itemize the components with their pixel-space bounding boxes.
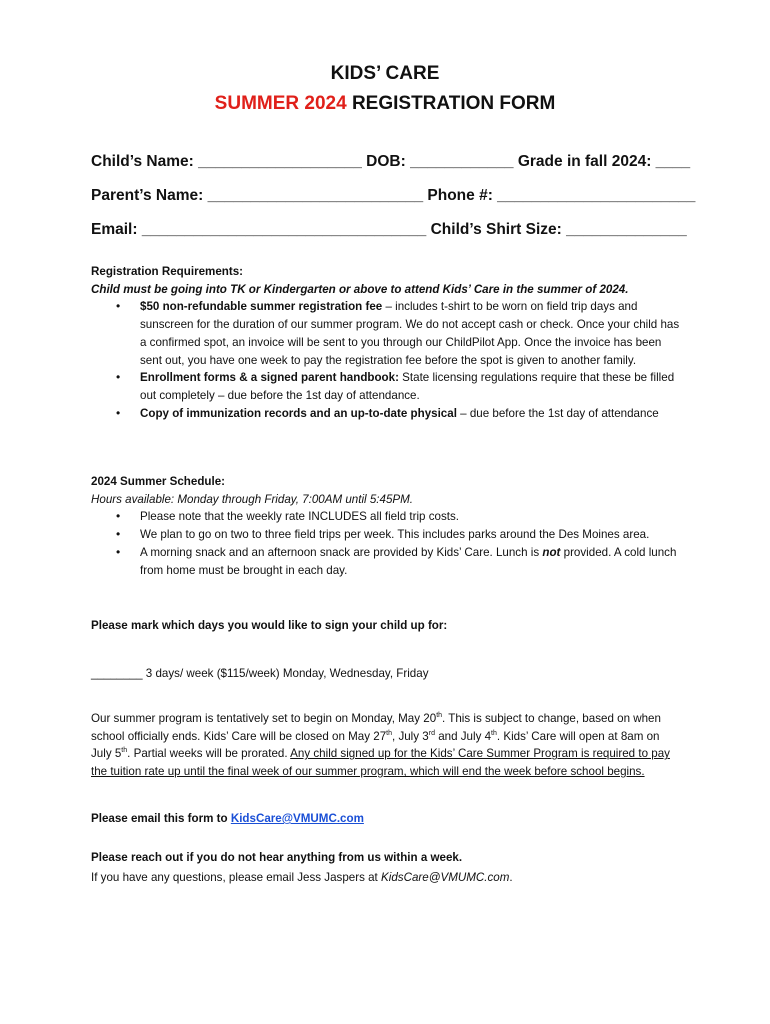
item-emphasis: not: [542, 545, 561, 559]
email-info-line[interactable]: Email: _________________________________ Child’s Shirt Size: ______________: [91, 221, 687, 238]
days-option[interactable]: ________ 3 days/ week ($115/week) Monday, Wednesday, Friday: [91, 667, 429, 680]
program-text: , July 3: [392, 729, 429, 743]
program-text: . Partial weeks will be prorated.: [127, 747, 291, 761]
kidscare-email-link[interactable]: KidsCare@VMUMC.com: [230, 812, 364, 825]
days-prompt: Please mark which days you would like to sign your child up for:: [91, 619, 448, 632]
questions-note: [91, 869, 681, 887]
ordinal-suffix: th: [436, 712, 443, 720]
ordinal-suffix: th: [386, 729, 392, 737]
schedule-heading: 2024 Summer Schedule:: [91, 475, 226, 488]
ordinal-suffix: th: [121, 747, 128, 755]
tuition-policy: Any child signed up for the Kids’ Care Summer Program is required to pay the tuition rate up until the final week of our summer program, which will end the week before school begins.: [91, 747, 670, 779]
email-instruction: [91, 810, 681, 828]
questions-text: .: [509, 871, 513, 884]
reach-out-note: Please reach out if you do not hear anything from us within a week.: [91, 851, 463, 864]
requirements-note: Child must be going into TK or Kindergarten or above to attend Kids’ Care in the summer of 2024.: [91, 282, 629, 296]
form-title: KIDS’ CARE: [330, 63, 440, 84]
ordinal-suffix: rd: [428, 729, 435, 737]
child-info-line[interactable]: Child’s Name: ___________________ DOB: ____________ Grade in fall 2024: ____: [91, 153, 691, 170]
requirements-heading: Registration Requirements:: [91, 265, 244, 278]
program-text: . This is subject to change, based on when school officially ends. Kids’ Care will be closed on May 27: [91, 712, 661, 743]
list-item: [140, 544, 681, 579]
email-instruction-text: Please email this form to: [91, 812, 231, 825]
item-text: provided. A cold lunch from home must be brought in each day.: [140, 545, 677, 577]
parent-info-line[interactable]: Parent’s Name: _________________________ Phone #: _______________________: [91, 187, 696, 204]
program-text: Our summer program is tentatively set to begin on Monday, May 20: [91, 712, 437, 725]
requirements-list: [91, 298, 681, 422]
program-text: and July 4: [434, 729, 492, 743]
item-bold: $50 non-refundable summer registration fee: [140, 300, 383, 314]
schedule-list: [91, 508, 681, 579]
item-bold: Copy of immunization records and an up-to-date physical: [140, 406, 457, 420]
subtitle-highlight: SUMMER 2024: [214, 93, 347, 114]
list-item: [140, 405, 681, 423]
questions-text: If you have any questions, please email Jess Jaspers at: [91, 871, 382, 884]
schedule-hours: Hours available: Monday through Friday, 7:00AM until 5:45PM.: [91, 492, 413, 506]
program-paragraph: [91, 710, 681, 781]
schedule-section: [91, 473, 681, 579]
item-text: – due before the 1st day of attendance: [456, 406, 659, 420]
list-item: [140, 369, 681, 404]
program-text: . Kids’ Care will open at 8am on July 5: [91, 729, 660, 761]
list-item: • Please note that the weekly rate INCLUDES all field trip costs.: [140, 508, 681, 526]
ordinal-suffix: th: [491, 729, 497, 737]
item-bold: Enrollment forms & a signed parent handbook:: [140, 371, 399, 385]
item-text: – includes t-shirt to be worn on field trip days and sunscreen for the duration of our summer program. We do not accept cash or check. Once your child has a confirmed spot, an invoice will be sent to you through our ChildPilot App. Once the invoice has been sent out, you have one week to pay the registration fee before the spot is given to another family.: [140, 300, 680, 367]
item-text: A morning snack and an afternoon snack are provided by Kids’ Care. Lunch is: [140, 545, 543, 559]
item-text: State licensing regulations require that these be filled out completely – due before the 1st day of attendance.: [140, 371, 675, 402]
form-subtitle: [0, 90, 770, 117]
requirements-section: [91, 263, 681, 422]
subtitle-text: REGISTRATION FORM: [346, 93, 556, 114]
questions-email: KidsCare@VMUMC.com: [381, 871, 510, 884]
list-item: [140, 298, 681, 369]
list-item: • We plan to go on two to three field trips per week. This includes parks around the Des Moines area.: [140, 526, 681, 544]
